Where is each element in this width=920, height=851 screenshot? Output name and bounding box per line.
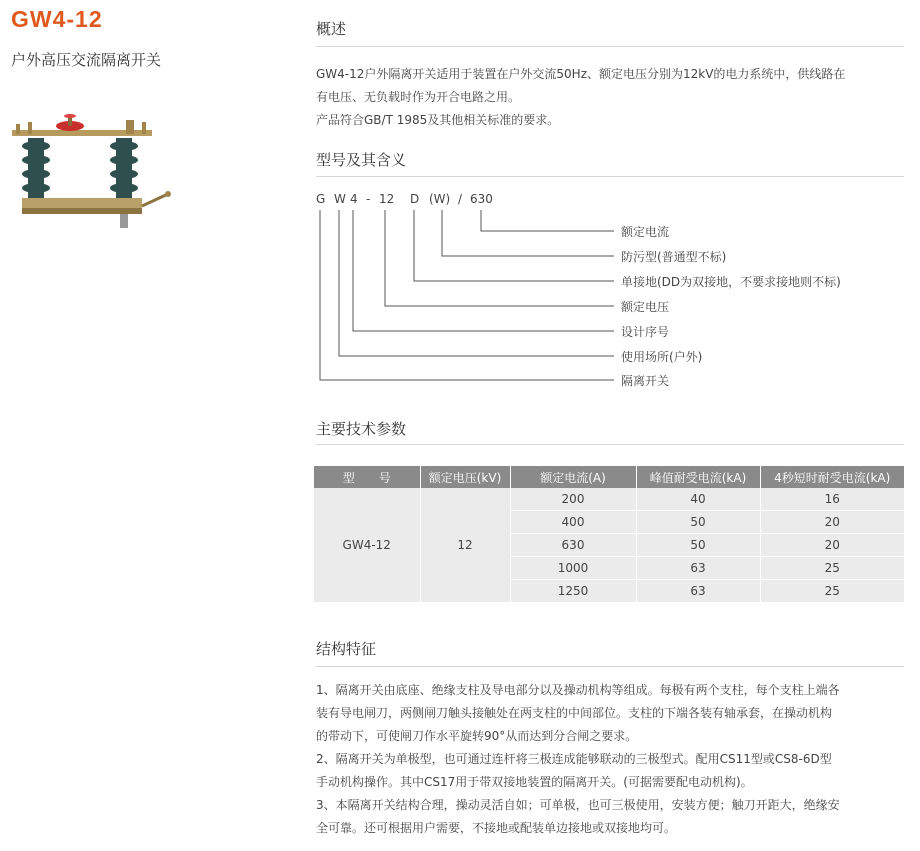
peak-cell: 50 (636, 534, 760, 557)
divider (316, 666, 904, 667)
overview-line: 产品符合GB/T 1985及其他相关标准的要求。 (316, 113, 560, 127)
code-part-g: G (316, 192, 326, 206)
code-label-design-serial: 设计序号 (621, 325, 670, 339)
specs-heading: 主要技术参数 (316, 420, 407, 438)
column-header: 峰值耐受电流(kA) (636, 466, 760, 488)
feature-line: 全可靠。还可根据用户需要，不接地或配装单边接地或双接地均可。 (316, 821, 677, 835)
short-time-cell: 20 (760, 511, 904, 534)
code-label-disconnector: 隔离开关 (621, 374, 670, 388)
product-subtitle: 户外高压交流隔离开关 (11, 51, 162, 69)
overview-line: GW4-12户外隔离开关适用于装置在户外交流50Hz、额定电压分别为12kV的电力系统中，供线路在 (316, 67, 846, 81)
code-part-slash: / (458, 192, 463, 206)
code-part-630: 630 (470, 192, 493, 206)
features-heading: 结构特征 (316, 640, 377, 658)
divider (316, 444, 904, 445)
feature-line: 3、本隔离开关结构合理，操动灵活自如；可单极，也可三极使用，安装方便；触刀开距大，绝缘安 (316, 798, 840, 812)
feature-line: 手动机构操作。其中CS17用于带双接地装置的隔离开关。(可据需要配电动机构)。 (316, 775, 753, 789)
current-cell: 400 (510, 511, 636, 534)
peak-cell: 40 (636, 488, 760, 511)
column-header: 4秒短时耐受电流(kA) (760, 466, 904, 488)
code-part-12: 12 (379, 192, 395, 206)
voltage-cell: 12 (420, 488, 510, 603)
short-time-cell: 25 (760, 580, 904, 603)
features-text (316, 679, 906, 840)
current-cell: 200 (510, 488, 636, 511)
short-time-cell: 25 (760, 557, 904, 580)
peak-cell: 50 (636, 511, 760, 534)
current-cell: 630 (510, 534, 636, 557)
column-header: 额定电压(kV) (420, 466, 510, 488)
short-time-cell: 16 (760, 488, 904, 511)
code-label-rated-voltage: 额定电压 (621, 300, 670, 314)
current-cell: 1000 (510, 557, 636, 580)
feature-line: 1、隔离开关由底座、绝缘支柱及导电部分以及操动机构等组成。每极有两个支柱，每个支柱上端各 (316, 683, 840, 697)
model-cell: GW4-12 (314, 488, 420, 603)
short-time-cell: 20 (760, 534, 904, 557)
feature-line: 装有导电闸刀，两侧闸刀触头接触处在两支柱的中间部位。支柱的下端各装有轴承套，在操动机构 (316, 706, 833, 720)
product-title: GW4-12 (11, 6, 103, 32)
code-label-grounding: 单接地(DD为双接地，不要求接地则不标) (621, 275, 841, 289)
column-header: 型 号 (314, 466, 420, 488)
peak-cell: 63 (636, 580, 760, 603)
overview-line: 有电压、无负载时作为开合电路之用。 (316, 90, 521, 104)
table-header-row (314, 466, 904, 488)
code-part-4: 4 (350, 192, 358, 206)
code-part-w: W (334, 192, 346, 206)
specs-table (314, 466, 904, 603)
code-label-rated-current: 额定电流 (621, 225, 670, 239)
code-part-dash: - (366, 192, 371, 206)
code-label-anti-pollution: 防污型(普通型不标) (621, 250, 727, 264)
current-cell: 1250 (510, 580, 636, 603)
feature-line: 的带动下，可使闸刀作水平旋转90°从而达到分合闸之要求。 (316, 729, 638, 743)
overview-heading: 概述 (316, 20, 347, 38)
peak-cell: 63 (636, 557, 760, 580)
table-row (314, 488, 904, 511)
column-header: 额定电流(A) (510, 466, 636, 488)
code-part-d: D (410, 192, 420, 206)
model-heading: 型号及其含义 (316, 151, 407, 169)
code-part-w-paren: (W) (429, 192, 451, 206)
code-label-usage-place: 使用场所(户外) (621, 350, 703, 364)
feature-line: 2、隔离开关为单极型，也可通过连杆将三极连成能够联动的三极型式。配用CS11型或CS8-6D型 (316, 752, 832, 766)
